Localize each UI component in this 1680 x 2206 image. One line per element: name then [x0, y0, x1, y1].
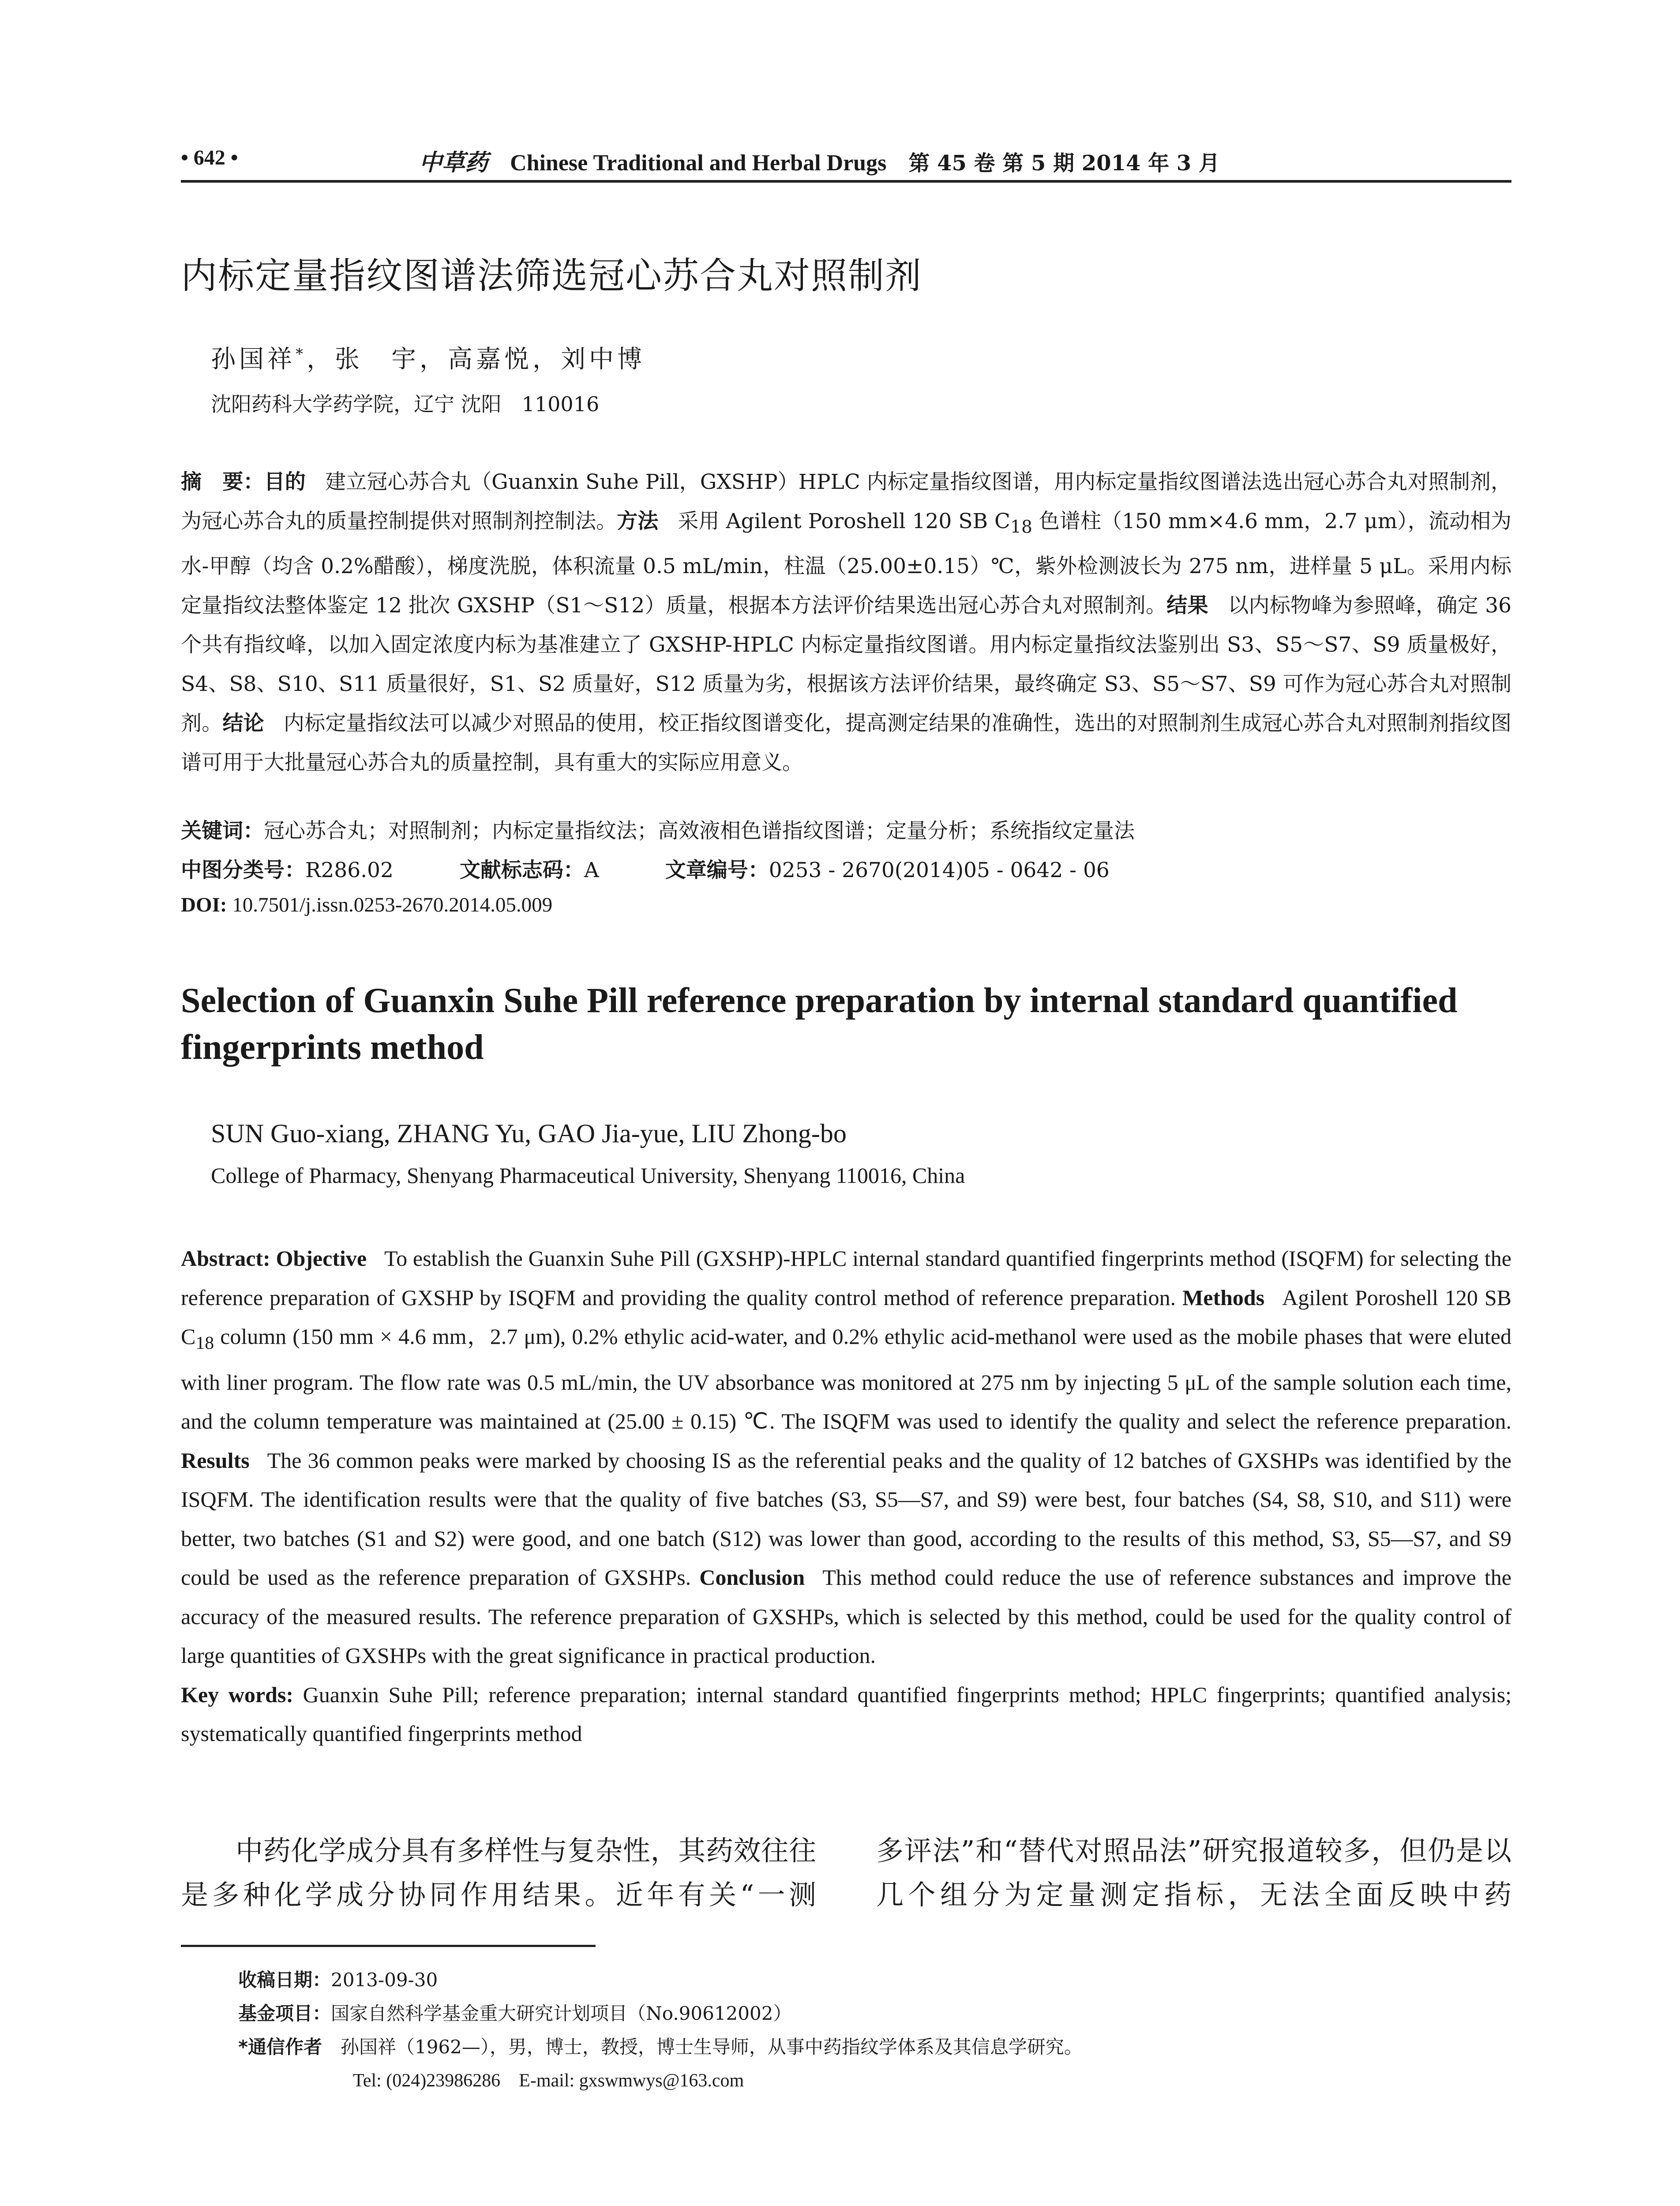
corresponding-label: *通信作者 — [238, 2036, 322, 2058]
author-corresponding: 孙国祥 — [211, 345, 296, 374]
classification-line — [181, 854, 1110, 883]
objective-label-en: Objective — [276, 1246, 367, 1271]
footnote-contact[interactable]: Tel: (024)23986286 E-mail: gxswmwys@163.com — [353, 2071, 744, 2091]
affiliation-cn: 沈阳药科大学药学院，辽宁 沈阳 110016 — [211, 392, 600, 416]
keywords-en-label: Key words: — [181, 1682, 293, 1707]
journal-issue: 第 45 卷 第 5 期 2014 年 3 月 — [908, 151, 1220, 176]
methods-sub-cn: 18 — [1010, 517, 1032, 537]
article-title-cn: 内标定量指纹图谱法筛选冠心苏合丸对照制剂 — [181, 255, 922, 297]
clc-label: 中图分类号： — [181, 858, 305, 882]
article-number-label: 文章编号： — [665, 858, 769, 882]
article-title-en: Selection of Guanxin Suhe Pill reference preparation by internal standard quantified fingerprints method — [181, 981, 1458, 1067]
received-date: 2013-09-30 — [331, 1969, 438, 1991]
conclusion-label-cn: 结论 — [222, 711, 264, 736]
doc-code-value: A — [584, 858, 599, 882]
keywords-cn-label: 关键词： — [181, 819, 264, 843]
footnote-received — [238, 1963, 1083, 1997]
methods-label-en: Methods — [1182, 1285, 1265, 1310]
affiliation-en: College of Pharmacy, Shenyang Pharmaceutical University, Shenyang 110016, China — [211, 1163, 965, 1188]
methods-text-cn-a: 采用 Agilent Poroshell 120 SB C — [678, 509, 1011, 533]
authors-en: SUN Guo-xiang, ZHANG Yu, GAO Jia-yue, LIU Zhong-bo — [211, 1119, 847, 1148]
fund-label: 基金项目： — [238, 2003, 331, 2024]
authors-cn — [211, 340, 645, 375]
conclusion-label-en: Conclusion — [699, 1565, 805, 1590]
objective-text-cn: 建立冠心苏合丸（Guanxin Suhe Pill，GXSHP）HPLC 内标定量指纹图谱，用内标定量指纹图谱法选出冠心苏合丸对照制剂，为冠心苏合丸的质量控制提供对照制剂控制法。 — [181, 470, 1512, 533]
methods-sub-en: 18 — [195, 1333, 214, 1353]
conclusion-text-cn: 内标定量指纹法可以减少对照品的使用，校正指纹图谱变化，提高测定结果的准确性，选出的对照制剂生成冠心苏合丸对照制剂指纹图谱可用于大批量冠心苏合丸的质量控制，具有重大的实际应用意义。 — [181, 711, 1512, 775]
results-label-cn: 结果 — [1166, 593, 1208, 618]
doi-line — [181, 893, 552, 917]
journal-title — [419, 144, 1220, 177]
methods-label-cn: 方法 — [617, 509, 659, 533]
footnotes — [238, 1963, 1083, 2097]
received-label: 收稿日期： — [238, 1969, 331, 1991]
doi-label: DOI: — [181, 893, 227, 916]
body-column-left: 中药化学成分具有多样性与复杂性，其药效往往是多种化学成分协同作用结果。近年有关“一测 — [181, 1835, 816, 1911]
abstract-cn — [181, 462, 1511, 782]
authors-cn-rest: ，张 宇，高嘉悦，刘中博 — [307, 345, 645, 374]
results-text-en: The 36 common peaks were marked by choosing IS as the referential peaks and the quality of 12 batches of GXSHPs was identified by the ISQFM. The identification results were that the quality of five batches (S3, S5—S7, and S9) were best, four batches (S4, S8, S10, and S11) were better, two batches (S1 and S2) were good, and one batch (S12) was lower than good, according to the results of this method, S3, S5—S7, and S9 could be used as the reference preparation of GXSHPs. — [181, 1448, 1511, 1590]
results-text-cn: 以内标物峰为参照峰，确定 36 个共有指纹峰，以加入固定浓度内标为基准建立了 GXSHP-HPLC 内标定量指纹图谱。用内标定量指纹法鉴别出 S3、S5～S7、S9 质量极好，S4、S8、S10、S11 质量很好，S1、S2 质量好，S12 质量为劣，根据该方法评价结果，最终确定 S3、S5～S7、S9 可作为冠心苏合丸对照制剂。 — [181, 593, 1512, 736]
footnote-corresponding — [238, 2030, 1083, 2064]
running-header — [181, 140, 1511, 183]
methods-text-cn-b: 色谱柱（150 mm×4.6 mm，2.7 μm），流动相为水-甲醇（均含 0.2%醋酸），梯度洗脱，体积流量 0.5 mL/min，柱温（25.00±0.15）℃，紫外检测波长为 275 nm，进样量 5 μL。采用内标定量指纹法整体鉴定 12 批次 GXSHP（S1～S12）质量，根据本方法评价结果选出冠心苏合丸对照制剂。 — [181, 509, 1512, 618]
page-number: • 642 • — [181, 146, 238, 169]
conclusion-text-en: This method could reduce the use of reference substances and improve the accuracy of the measured results. The reference preparation of GXSHPs, which is selected by this method, could be used for the quality control of large quantities of GXSHPs with the great significance in practical production. — [181, 1565, 1511, 1668]
journal-name-cn: 中草药 — [419, 150, 488, 176]
body-column-right: 多评法”和“替代对照品法”研究报道较多，但仍是以几个组分为定量测定指标，无法全面反映中药 — [876, 1835, 1511, 1911]
abstract-en — [181, 1239, 1511, 1753]
footnote-divider — [181, 1945, 596, 1947]
journal-name-en: Chinese Traditional and Herbal Drugs — [510, 150, 887, 176]
keywords-cn — [181, 814, 1135, 844]
clc-value: R286.02 — [305, 858, 394, 882]
keywords-en-text: Guanxin Suhe Pill; reference preparation; internal standard quantified fingerprints method; HPLC fingerprints; quantified analysis; systematically quantified fingerprints method — [181, 1682, 1511, 1746]
objective-label-cn: 目的 — [264, 470, 306, 494]
methods-text-en-a: Agilent Poroshell 120 SB C — [181, 1285, 1511, 1349]
corresponding-text: 孙国祥（1962—），男，博士，教授，博士生导师，从事中药指纹学体系及其信息学研究。 — [322, 2036, 1083, 2058]
abstract-en-label: Abstract: — [181, 1246, 270, 1271]
article-number-value: 0253 - 2670(2014)05 - 0642 - 06 — [769, 858, 1110, 882]
results-label-en: Results — [181, 1448, 250, 1473]
keywords-cn-text: 冠心苏合丸；对照制剂；内标定量指纹法；高效液相色谱指纹图谱；定量分析；系统指纹定量法 — [264, 819, 1135, 843]
doc-code-label: 文献标志码： — [459, 858, 584, 882]
objective-text-en: To establish the Guanxin Suhe Pill (GXSHP)-HPLC internal standard quantified fingerprints method (ISQFM) for selecting the reference preparation of GXSHP by ISQFM and providing the quality control method of reference preparation. — [181, 1246, 1512, 1310]
fund-text: 国家自然科学基金重大研究计划项目（No.90612002） — [331, 2003, 792, 2024]
footnote-fund — [238, 1997, 1083, 2030]
methods-text-en-b: column (150 mm × 4.6 mm，2.7 μm), 0.2% ethylic acid-water, and 0.2% ethylic acid-methanol were used as the mobile phases that were eluted with liner program. The flow rate was 0.5 mL/min, the UV absorbance was monitored at 275 nm by injecting 5 μL of the sample solution each time, and the column temperature was maintained at (25.00 ± 0.15) ℃. The ISQFM was used to identify the quality and select the reference preparation. — [181, 1324, 1511, 1433]
doi-value[interactable]: 10.7501/j.issn.0253-2670.2014.05.009 — [227, 893, 553, 916]
abstract-cn-label: 摘 要： — [181, 470, 264, 494]
corresponding-mark: * — [296, 345, 307, 363]
